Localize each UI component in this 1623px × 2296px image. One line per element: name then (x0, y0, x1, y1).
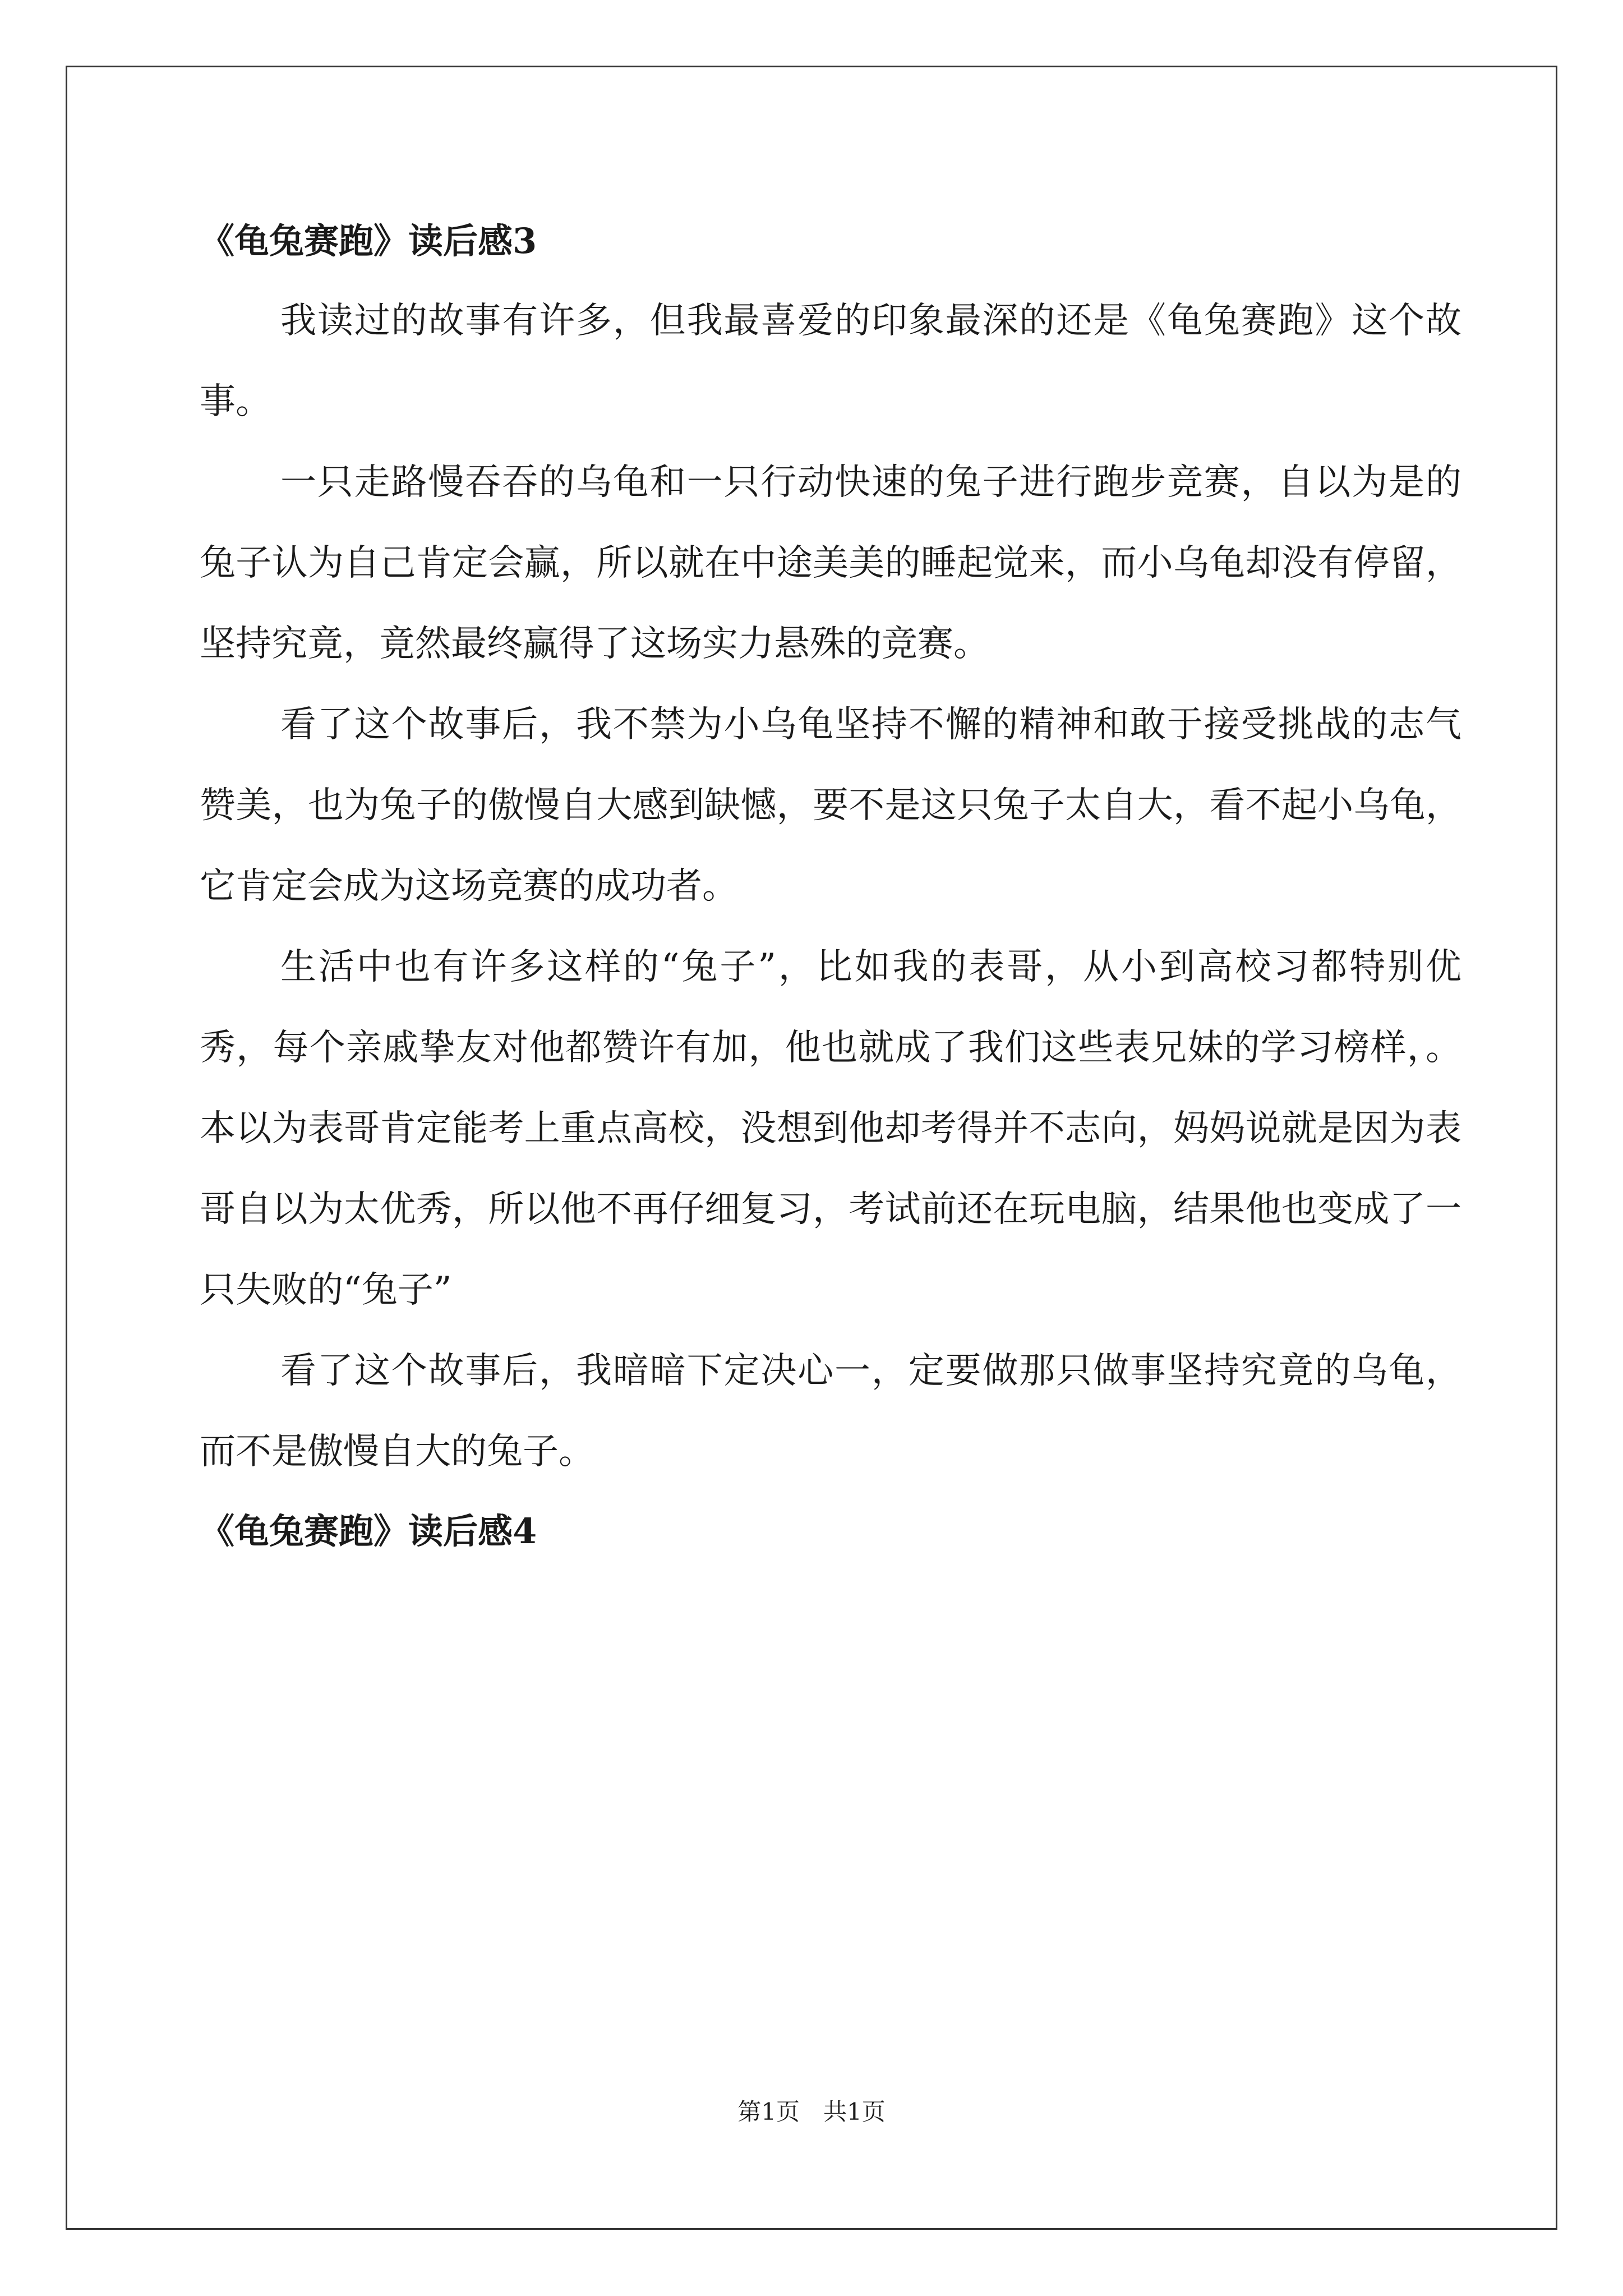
section-heading: 《龟兔赛跑》读后感4 (200, 1511, 537, 1552)
section-heading: 《龟兔赛跑》读后感3 (200, 220, 537, 261)
paragraph: 生活中也有许多这样的“兔子”，比如我的表哥，从小到高校习都特别优秀，每个亲戚挚友对他都赞许有加，他也就成了我们这些表兄妹的学习榜样，。本以为表哥肯定能考上重点高校，没想到他却考得并不志向，妈妈说就是因为表哥自以为太优秀，所以他不再仔细复习，考试前还在玩电脑，结果他也变成了一只失败的“兔子” (200, 946, 1461, 1311)
paragraph: 看了这个故事后，我暗暗下定决心一，定要做那只做事坚持究竟的乌龟，而不是傲慢自大的兔子。 (200, 1350, 1461, 1473)
paragraph: 我读过的故事有许多，但我最喜爱的印象最深的还是《龟兔赛跑》这个故事。 (200, 300, 1461, 422)
paragraph: 看了这个故事后，我不禁为小乌龟坚持不懈的精神和敢于接受挑战的志气赞美，也为兔子的傲慢自大感到缺憾，要不是这只兔子太自大，看不起小乌龟，它肯定会成为这场竞赛的成功者。 (200, 704, 1461, 907)
document-body (200, 202, 1461, 1571)
paragraph: 一只走路慢吞吞的乌龟和一只行动快速的兔子进行跑步竞赛，自以为是的兔子认为自己肯定会赢，所以就在中途美美的睡起觉来，而小乌龟却没有停留，坚持究竟，竟然最终赢得了这场实力悬殊的竞赛。 (200, 462, 1461, 665)
page-number: 第1页 共1页 (737, 2098, 886, 2125)
